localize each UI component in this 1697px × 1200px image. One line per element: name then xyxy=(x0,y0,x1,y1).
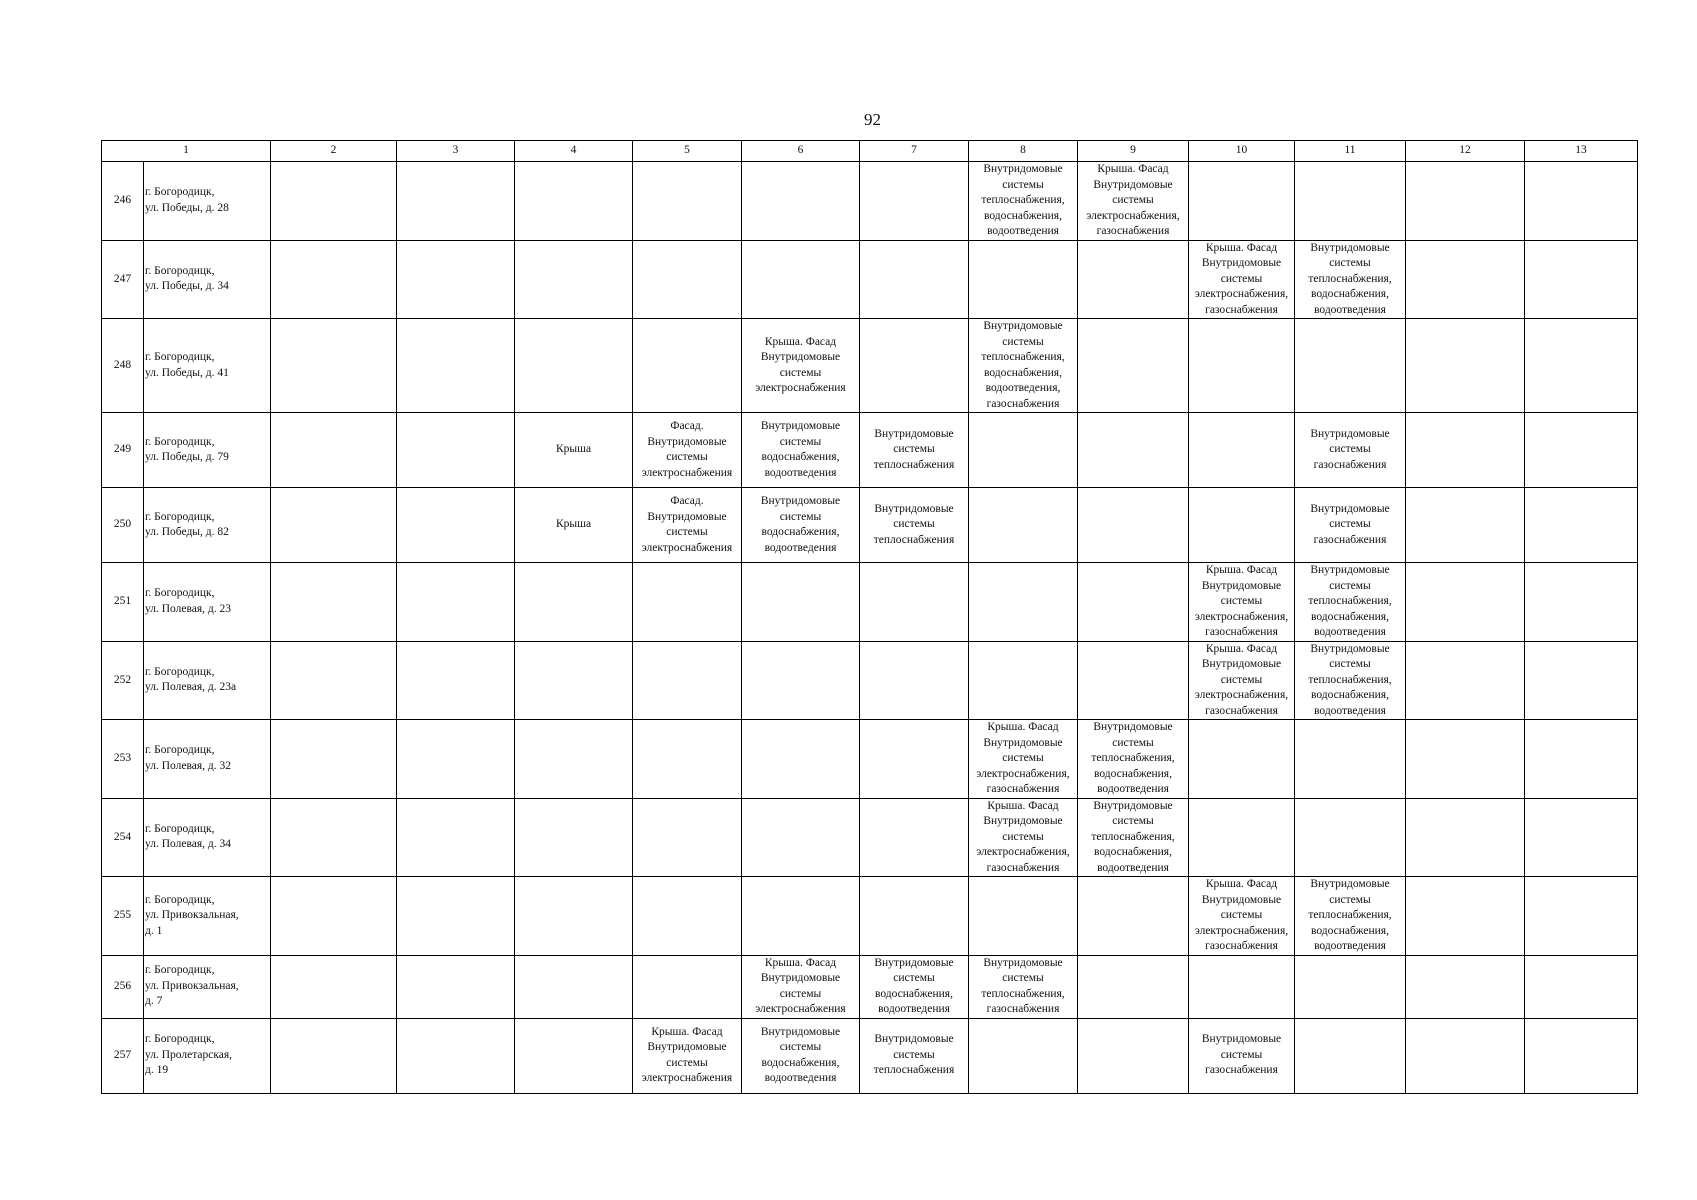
work-cell xyxy=(1189,162,1295,241)
work-cell xyxy=(1525,162,1638,241)
work-cell xyxy=(969,1018,1078,1093)
row-number: 252 xyxy=(102,641,144,720)
table-row xyxy=(102,319,1638,413)
work-cell xyxy=(515,720,633,799)
work-cell xyxy=(860,319,969,413)
work-cell xyxy=(1078,1018,1189,1093)
work-cell xyxy=(1525,798,1638,877)
work-cell xyxy=(515,162,633,241)
work-cell xyxy=(1078,319,1189,413)
work-cell: Крыша xyxy=(515,488,633,563)
work-cell xyxy=(271,955,397,1018)
column-header: 3 xyxy=(397,141,515,162)
work-cell xyxy=(1078,641,1189,720)
work-cell xyxy=(271,413,397,488)
work-cell xyxy=(515,877,633,956)
work-cell xyxy=(515,955,633,1018)
work-cell xyxy=(1525,877,1638,956)
column-header: 10 xyxy=(1189,141,1295,162)
work-cell xyxy=(1189,488,1295,563)
work-cell: Внутридомовые системы теплоснабжения, водоснабжения, водоотведения xyxy=(969,162,1078,241)
table-row xyxy=(102,798,1638,877)
work-cell xyxy=(271,488,397,563)
work-cell xyxy=(1525,1018,1638,1093)
address-cell: г. Богородицк, ул. Привокзальная, д. 7 xyxy=(144,955,271,1018)
row-number: 255 xyxy=(102,877,144,956)
work-cell xyxy=(1295,798,1406,877)
table-row xyxy=(102,488,1638,563)
work-cell: Внутридомовые системы газоснабжения xyxy=(1189,1018,1295,1093)
work-cell xyxy=(1406,641,1525,720)
work-cell xyxy=(1406,720,1525,799)
column-header: 4 xyxy=(515,141,633,162)
work-cell xyxy=(1189,955,1295,1018)
work-cell xyxy=(271,720,397,799)
work-cell: Фасад. Внутридомовые системы электроснабжения xyxy=(633,488,742,563)
work-cell xyxy=(633,798,742,877)
work-cell xyxy=(1525,319,1638,413)
work-cell xyxy=(969,240,1078,319)
work-cell xyxy=(397,641,515,720)
work-cell xyxy=(742,240,860,319)
work-cell: Крыша. Фасад Внутридомовые системы электроснабжения, газоснабжения xyxy=(969,720,1078,799)
work-cell xyxy=(1525,488,1638,563)
work-cell xyxy=(271,563,397,642)
work-cell xyxy=(969,563,1078,642)
work-cell xyxy=(397,413,515,488)
work-cell xyxy=(633,955,742,1018)
column-header: 7 xyxy=(860,141,969,162)
work-cell xyxy=(1189,798,1295,877)
work-cell xyxy=(1406,955,1525,1018)
work-cell: Внутридомовые системы теплоснабжения xyxy=(860,488,969,563)
work-cell xyxy=(860,798,969,877)
work-cell xyxy=(397,798,515,877)
work-cell xyxy=(271,162,397,241)
work-cell xyxy=(397,162,515,241)
table-row xyxy=(102,955,1638,1018)
column-header: 13 xyxy=(1525,141,1638,162)
table-row xyxy=(102,563,1638,642)
work-cell xyxy=(397,563,515,642)
work-cell: Внутридомовые системы водоснабжения, водоотведения xyxy=(860,955,969,1018)
work-cell xyxy=(1189,413,1295,488)
address-cell: г. Богородицк, ул. Пролетарская, д. 19 xyxy=(144,1018,271,1093)
work-cell: Внутридомовые системы теплоснабжения, водоснабжения, водоотведения, газоснабжения xyxy=(969,319,1078,413)
work-cell: Внутридомовые системы теплоснабжения, водоснабжения, водоотведения xyxy=(1295,240,1406,319)
work-cell xyxy=(1189,319,1295,413)
row-number: 257 xyxy=(102,1018,144,1093)
row-number: 247 xyxy=(102,240,144,319)
work-cell: Фасад. Внутридомовые системы электроснабжения xyxy=(633,413,742,488)
work-cell xyxy=(515,240,633,319)
address-cell: г. Богородицк, ул. Полевая, д. 23 xyxy=(144,563,271,642)
work-cell xyxy=(271,641,397,720)
work-cell xyxy=(397,240,515,319)
work-cell: Крыша. Фасад Внутридомовые системы электроснабжения, газоснабжения xyxy=(1189,877,1295,956)
row-number: 249 xyxy=(102,413,144,488)
row-number: 246 xyxy=(102,162,144,241)
work-cell xyxy=(515,563,633,642)
work-cell: Внутридомовые системы водоснабжения, водоотведения xyxy=(742,488,860,563)
address-cell: г. Богородицк, ул. Полевая, д. 23а xyxy=(144,641,271,720)
page-number: 92 xyxy=(864,110,881,129)
work-cell xyxy=(969,488,1078,563)
column-header: 9 xyxy=(1078,141,1189,162)
address-cell: г. Богородицк, ул. Победы, д. 41 xyxy=(144,319,271,413)
work-cell xyxy=(1406,240,1525,319)
work-cell xyxy=(860,641,969,720)
work-cell xyxy=(860,162,969,241)
work-cell xyxy=(860,563,969,642)
address-cell: г. Богородицк, ул. Привокзальная, д. 1 xyxy=(144,877,271,956)
work-cell xyxy=(1406,1018,1525,1093)
work-cell xyxy=(271,1018,397,1093)
work-cell: Крыша. Фасад Внутридомовые системы электроснабжения, газоснабжения xyxy=(1189,240,1295,319)
work-cell: Внутридомовые системы теплоснабжения, водоснабжения, водоотведения xyxy=(1078,720,1189,799)
work-cell xyxy=(1078,877,1189,956)
table-row xyxy=(102,240,1638,319)
work-cell xyxy=(1525,240,1638,319)
work-cell xyxy=(515,798,633,877)
work-cell xyxy=(515,641,633,720)
column-header: 1 xyxy=(102,141,271,162)
work-cell xyxy=(271,877,397,956)
work-cell xyxy=(633,162,742,241)
work-cell xyxy=(271,240,397,319)
work-cell xyxy=(397,877,515,956)
work-cell xyxy=(1406,319,1525,413)
work-cell: Крыша. Фасад Внутридомовые системы электроснабжения, газоснабжения xyxy=(1189,563,1295,642)
table-row xyxy=(102,877,1638,956)
work-cell: Внутридомовые системы газоснабжения xyxy=(1295,413,1406,488)
address-cell: г. Богородицк, ул. Победы, д. 28 xyxy=(144,162,271,241)
row-number: 251 xyxy=(102,563,144,642)
table-row xyxy=(102,1018,1638,1093)
works-schedule-table xyxy=(101,140,1638,1094)
work-cell xyxy=(1295,720,1406,799)
column-header: 2 xyxy=(271,141,397,162)
work-cell xyxy=(397,955,515,1018)
work-cell xyxy=(1525,641,1638,720)
work-cell xyxy=(271,798,397,877)
row-number: 256 xyxy=(102,955,144,1018)
work-cell xyxy=(969,413,1078,488)
work-cell xyxy=(969,641,1078,720)
work-cell xyxy=(860,720,969,799)
column-header: 8 xyxy=(969,141,1078,162)
work-cell: Внутридомовые системы теплоснабжения xyxy=(860,413,969,488)
work-cell xyxy=(397,720,515,799)
work-cell xyxy=(1295,319,1406,413)
address-cell: г. Богородицк, ул. Победы, д. 82 xyxy=(144,488,271,563)
row-number: 254 xyxy=(102,798,144,877)
work-cell xyxy=(633,720,742,799)
work-cell: Крыша. Фасад Внутридомовые системы электроснабжения, газоснабжения xyxy=(1189,641,1295,720)
work-cell xyxy=(1525,563,1638,642)
work-cell xyxy=(1078,955,1189,1018)
work-cell xyxy=(1189,720,1295,799)
address-cell: г. Богородицк, ул. Победы, д. 34 xyxy=(144,240,271,319)
row-number: 248 xyxy=(102,319,144,413)
column-number-row xyxy=(102,141,1638,162)
work-cell: Внутридомовые системы газоснабжения xyxy=(1295,488,1406,563)
work-cell: Крыша. Фасад Внутридомовые системы электроснабжения, газоснабжения xyxy=(969,798,1078,877)
work-cell xyxy=(860,877,969,956)
work-cell xyxy=(1406,162,1525,241)
work-cell xyxy=(397,488,515,563)
address-cell: г. Богородицк, ул. Полевая, д. 34 xyxy=(144,798,271,877)
work-cell: Внутридомовые системы теплоснабжения, газоснабжения xyxy=(969,955,1078,1018)
work-cell: Крыша. Фасад Внутридомовые системы электроснабжения xyxy=(742,319,860,413)
work-cell xyxy=(1525,413,1638,488)
work-cell xyxy=(1295,162,1406,241)
work-cell xyxy=(742,877,860,956)
table-row xyxy=(102,413,1638,488)
work-cell xyxy=(1078,563,1189,642)
work-cell: Внутридомовые системы теплоснабжения, водоснабжения, водоотведения xyxy=(1295,563,1406,642)
work-cell xyxy=(515,1018,633,1093)
work-cell xyxy=(1295,955,1406,1018)
work-cell: Внутридомовые системы теплоснабжения, водоснабжения, водоотведения xyxy=(1078,798,1189,877)
work-cell: Крыша. Фасад Внутридомовые системы электроснабжения xyxy=(742,955,860,1018)
table-row xyxy=(102,720,1638,799)
work-cell xyxy=(860,240,969,319)
work-cell xyxy=(742,641,860,720)
work-cell: Внутридомовые системы водоснабжения, водоотведения xyxy=(742,413,860,488)
work-cell xyxy=(1406,877,1525,956)
column-header: 6 xyxy=(742,141,860,162)
address-cell: г. Богородицк, ул. Полевая, д. 32 xyxy=(144,720,271,799)
work-cell xyxy=(1525,720,1638,799)
work-cell xyxy=(515,319,633,413)
row-number: 250 xyxy=(102,488,144,563)
work-cell xyxy=(1525,955,1638,1018)
work-cell xyxy=(633,319,742,413)
work-cell xyxy=(397,1018,515,1093)
work-cell xyxy=(1406,563,1525,642)
work-cell xyxy=(1078,488,1189,563)
table-row xyxy=(102,641,1638,720)
work-cell: Крыша. Фасад Внутридомовые системы электроснабжения xyxy=(633,1018,742,1093)
work-cell xyxy=(1295,1018,1406,1093)
work-cell xyxy=(969,877,1078,956)
work-cell xyxy=(633,563,742,642)
work-cell xyxy=(1078,240,1189,319)
table-row xyxy=(102,162,1638,241)
work-cell xyxy=(1406,798,1525,877)
work-cell xyxy=(397,319,515,413)
column-header: 5 xyxy=(633,141,742,162)
work-cell xyxy=(633,877,742,956)
address-cell: г. Богородицк, ул. Победы, д. 79 xyxy=(144,413,271,488)
work-cell xyxy=(1406,413,1525,488)
work-cell: Крыша. Фасад Внутридомовые системы электроснабжения, газоснабжения xyxy=(1078,162,1189,241)
work-cell: Внутридомовые системы водоснабжения, водоотведения xyxy=(742,1018,860,1093)
work-cell xyxy=(742,563,860,642)
row-number: 253 xyxy=(102,720,144,799)
work-cell: Внутридомовые системы теплоснабжения, водоснабжения, водоотведения xyxy=(1295,877,1406,956)
work-cell xyxy=(1078,413,1189,488)
work-cell: Крыша xyxy=(515,413,633,488)
work-cell: Внутридомовые системы теплоснабжения xyxy=(860,1018,969,1093)
work-cell xyxy=(742,162,860,241)
work-cell xyxy=(633,641,742,720)
work-cell xyxy=(742,798,860,877)
work-cell xyxy=(271,319,397,413)
column-header: 12 xyxy=(1406,141,1525,162)
work-cell xyxy=(1406,488,1525,563)
work-cell: Внутридомовые системы теплоснабжения, водоснабжения, водоотведения xyxy=(1295,641,1406,720)
column-header: 11 xyxy=(1295,141,1406,162)
work-cell xyxy=(742,720,860,799)
work-cell xyxy=(633,240,742,319)
